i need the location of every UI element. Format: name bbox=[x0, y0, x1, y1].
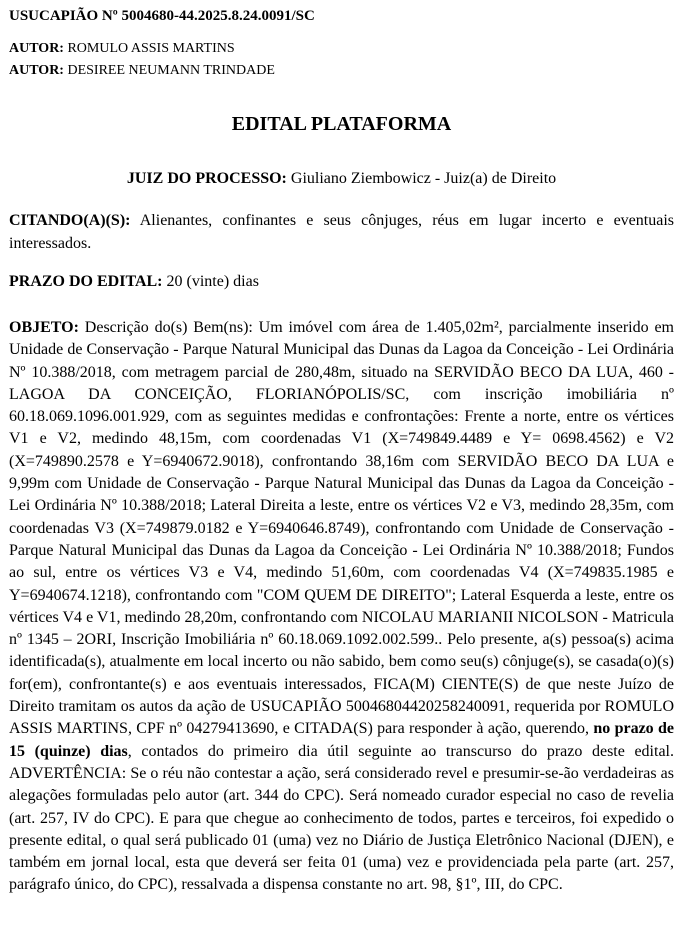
author-name: ROMULO ASSIS MARTINS bbox=[67, 41, 235, 56]
deadline-value: 20 (vinte) dias bbox=[166, 273, 259, 290]
judge-line bbox=[9, 168, 674, 189]
citing-label: CITANDO(A)(S): bbox=[9, 212, 131, 229]
author-name: DESIREE NEUMANN TRINDADE bbox=[67, 63, 275, 78]
deadline-label: PRAZO DO EDITAL: bbox=[9, 273, 163, 290]
judge-value: Giuliano Ziembowicz - Juiz(a) de Direito bbox=[290, 170, 557, 187]
author-label: AUTOR: bbox=[9, 63, 64, 78]
authors-block bbox=[9, 38, 674, 82]
judge-label: JUIZ DO PROCESSO: bbox=[126, 170, 287, 187]
citing-paragraph bbox=[9, 209, 674, 255]
object-text-run: Descrição do(s) Bem(ns): Um imóvel com área de 1.405,02m², parcialmente inserido em Unidade de Conservação - Parque Natural Municipal das Dunas da Lagoa da Conceição - Lei Ordinária Nº 10.388/2018, com metragem parcial de 280,48m, situado na SERVIDÃO BECO DA LUA, 460 - LAGOA DA CONCEIÇÃO, FLORIANÓPOLIS/SC, com inscrição imobiliária nº 60.18.069.1096.001.929, com as seguintes medidas e confrontações: Frente a norte, entre os vértices V1 e V2, medindo 48,15m, com coordenadas V1 (X=749849.4489 e Y= 0698.4562) e V2 (X=749890.2578 e Y=6940672.9018), confrontando 38,16m com SERVIDÃO BECO DA LUA e 9,99m com Unidade de Conservação - Parque Natural Municipal das Dunas da Lagoa da Conceição - Lei Ordinária Nº 10.388/2018; Lateral Direita a leste, entre os vértices V2 e V3, medindo 28,35m, com coordenadas V3 (X=749879.0182 e Y=6940646.8749), confrontando com Unidade de Conservação - Parque Natural Municipal das Dunas da Lagoa da Conceição - Lei Ordinária Nº 10.388/2018; Fundos ao sul, entre os vértices V3 e V4, medindo 51,60m, com coordenadas V4 (X=749835.1985 e Y=6940674.1218), confrontando com "COM QUEM DE DIREITO"; Lateral Esquerda a leste, entre os vértices V4 e V1, medindo 28,20m, confrontando com NICOLAU MARIANII NICOLSON - Matricula nº 1345 – 2ORI, Inscrição Imobiliária nº 60.18.069.1092.002.599.. Pelo presente, a(s) pessoa(s) acima identificada(s), atualmente em local incerto ou não sabido, bem como seu(s) cônjuge(s), se casada(o)(s) for(em), confrontante(s) e aos eventuais interessados, FICA(M) CIENTE(S) de que neste Juízo de Direito tramitam os autos da ação de USUCAPIÃO 50046804420258240091, requerida por ROMULO ASSIS MARTINS, CPF nº 04279413690, e CITADA(S) para responder à ação, querendo, bbox=[9, 319, 674, 738]
object-label-run: OBJETO: bbox=[9, 319, 85, 336]
author-line bbox=[9, 38, 674, 60]
object-paragraph bbox=[9, 317, 674, 897]
case-number-header: USUCAPIÃO Nº 5004680-44.2025.8.24.0091/SC bbox=[9, 8, 315, 24]
deadline-line bbox=[9, 271, 674, 292]
object-deadline-bold-run: no prazo de 15 (quinze) dias bbox=[9, 720, 675, 760]
document-title: EDITAL PLATAFORMA bbox=[231, 113, 452, 135]
author-line bbox=[9, 60, 674, 82]
author-label: AUTOR: bbox=[9, 41, 64, 56]
object-text-run: , contados do primeiro dia útil seguinte ao transcurso do prazo deste edital. ADVERTÊNCIA: Se o réu não contestar a ação, será considerado revel e presumir-se-ão verdadeiras as alegações formuladas pelo autor (art. 344 do CPC). Será nomeado curador especial no caso de revelia (art. 257, IV do CPC). E para que chegue ao conhecimento de todos, partes e terceiros, foi expedido o presente edital, o qual será publicado 01 (uma) vez no Diário de Justiça Eletrônico Nacional (DJEN), e também em jornal local, esta que deverá ser feita 01 (uma) vez e providenciada pela parte (art. 257, parágrafo único, do CPC), ressalvada a dispensa constante no art. 98, §1º, III, do CPC. bbox=[9, 742, 674, 894]
citing-value: Alienantes, confinantes e seus cônjuges, réus em lugar incerto e eventuais interessados. bbox=[9, 212, 674, 252]
